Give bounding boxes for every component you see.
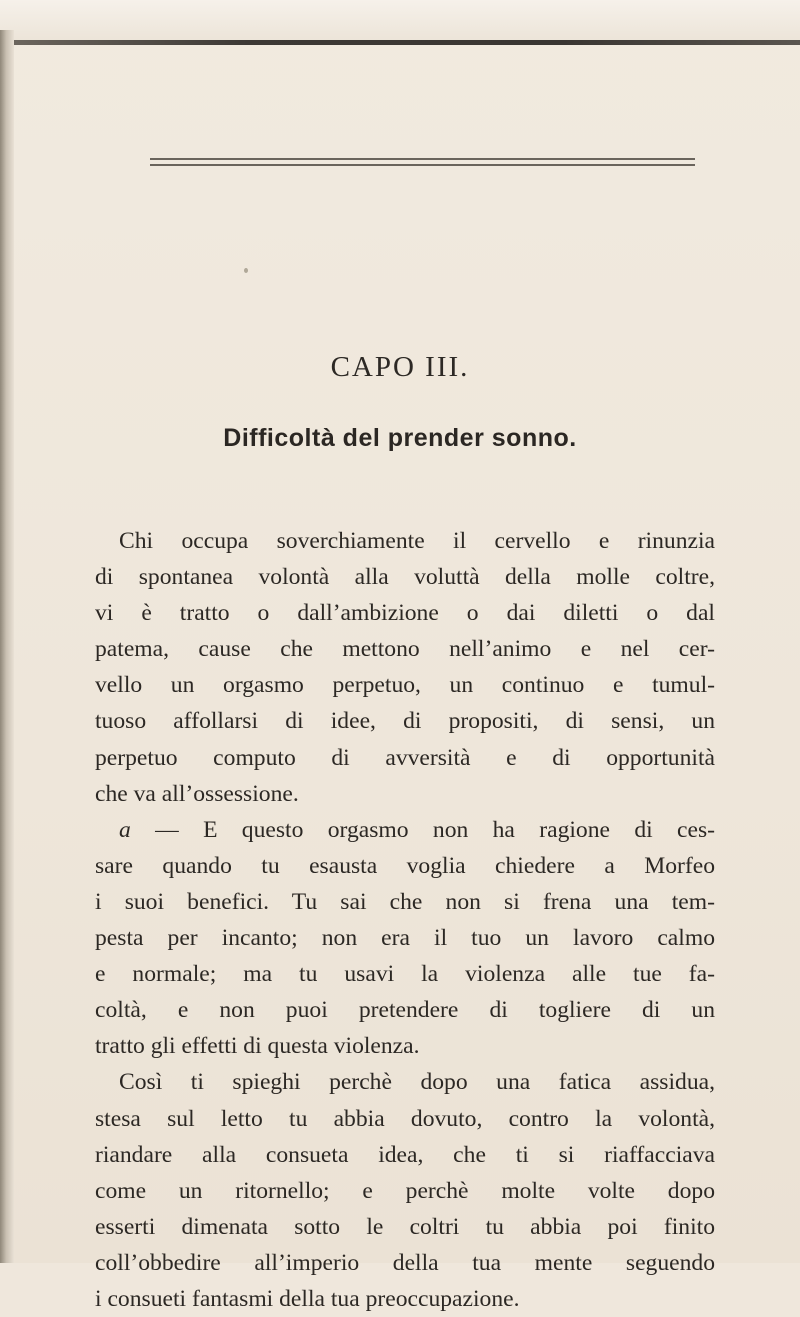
text-line-with-marker	[95, 812, 715, 848]
text-line: vello un orgasmo perpetuo, un continuo e tumul-	[95, 672, 715, 699]
page-top-margin	[0, 0, 800, 42]
text-line: riandare alla consueta idea, che ti si riaffacciava	[95, 1141, 715, 1168]
text-line: tratto gli effetti di questa violenza.	[95, 1033, 420, 1060]
text-line: che va all’ossessione.	[95, 780, 299, 807]
text-line: come un ritornello; e perchè molte volte dopo	[95, 1177, 715, 1204]
body-text	[95, 523, 715, 1317]
text-line: stesa sul letto tu abbia dovuto, contro la volontà,	[95, 1105, 715, 1132]
chapter-title: Difficoltà del prender sonno.	[223, 424, 577, 452]
header-rule-bottom	[150, 164, 695, 166]
text-line: esserti dimenata sotto le coltri tu abbia poi finito	[95, 1213, 715, 1240]
text-line-rest: — E questo orgasmo non ha ragione di ces-	[130, 816, 715, 843]
page-binding-edge	[0, 30, 14, 1263]
text-line: i suoi benefici. Tu sai che non si frena una tem-	[95, 888, 715, 915]
text-line: pesta per incanto; non era il tuo un lavoro calmo	[95, 925, 715, 952]
text-line: i consueti fantasmi della tua preoccupazione.	[95, 1285, 520, 1312]
text-line: tuoso affollarsi di idee, di propositi, di sensi, un	[95, 708, 715, 735]
ink-speck	[244, 268, 248, 273]
text-line: e normale; ma tu usavi la violenza alle tue fa-	[95, 961, 715, 988]
text-line: sare quando tu esausta voglia chiedere a Morfeo	[95, 852, 715, 879]
text-line: Così ti spieghi perchè dopo una fatica assidua,	[119, 1069, 715, 1096]
text-line: perpetuo computo di avversità e di opportunità	[95, 744, 715, 771]
text-line: vi è tratto o dall’ambizione o dai diletti o dal	[95, 600, 715, 627]
text-line: coll’obbedire all’imperio della tua mente seguendo	[95, 1249, 715, 1276]
header-rule-top	[150, 158, 695, 160]
text-line: di spontanea volontà alla voluttà della molle coltre,	[95, 564, 715, 591]
text-line: coltà, e non puoi pretendere di togliere di un	[95, 997, 715, 1024]
text-line: Chi occupa soverchiamente il cervello e rinunzia	[119, 528, 715, 554]
text-line: patema, cause che mettono nell’animo e nel cer-	[95, 636, 715, 663]
chapter-heading: CAPO III.	[330, 351, 470, 383]
top-border-rule	[10, 40, 800, 45]
section-marker: a	[119, 816, 131, 843]
